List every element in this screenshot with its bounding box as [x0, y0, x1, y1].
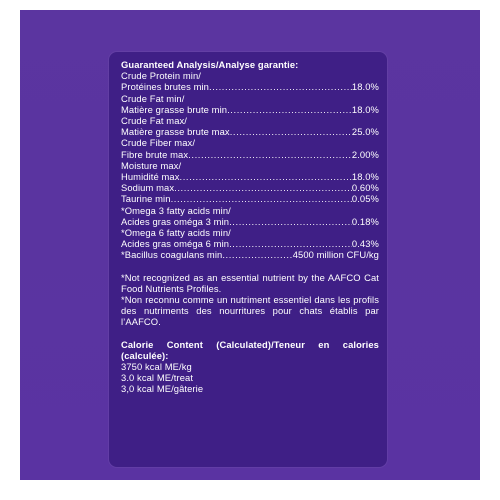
analysis-row-value: 18.0%	[351, 171, 379, 183]
analysis-row	[121, 126, 379, 137]
analysis-row-value: 0.18%	[351, 215, 379, 227]
analysis-row-value: 18.0%	[351, 103, 379, 115]
analysis-row-label: Humidité max	[121, 171, 180, 183]
analysis-subheading: Crude Fat max/	[121, 115, 188, 127]
analysis-row	[121, 249, 379, 260]
analysis-row-label: Acides gras oméga 6 min	[121, 238, 230, 250]
analysis-row	[121, 182, 379, 193]
analysis-row-value: 0.43%	[351, 238, 379, 250]
analysis-row	[121, 104, 379, 115]
analysis-row	[121, 193, 379, 204]
analysis-row-value: 0.05%	[351, 193, 379, 205]
analysis-row	[121, 216, 379, 227]
leader-dots	[229, 238, 352, 249]
guaranteed-analysis-heading: Guaranteed Analysis/Analyse garantie:	[121, 59, 299, 70]
leader-dots	[229, 216, 352, 227]
leader-dots	[180, 171, 352, 182]
analysis-list	[121, 70, 379, 260]
footnote-english: *Not recognized as an essential nutrient by the AAFCO Cat Food Nutrients Profiles.	[121, 271, 379, 294]
leader-dots	[209, 81, 352, 92]
analysis-row-label: Matière grasse brute min	[121, 103, 228, 115]
analysis-subheading: Crude Fiber max/	[121, 137, 196, 149]
analysis-subheading: *Omega 6 fatty acids min/	[121, 227, 231, 239]
analysis-row-value: 2.00%	[351, 148, 379, 160]
analysis-row-value: 25.0%	[351, 126, 379, 138]
leader-dots	[188, 149, 352, 160]
analysis-row-value: 4500 million CFU/kg	[292, 249, 379, 261]
analysis-row	[121, 149, 379, 160]
analysis-row-value: 0.60%	[351, 182, 379, 194]
leader-dots	[174, 182, 352, 193]
analysis-subheading: Crude Fat min/	[121, 92, 185, 104]
analysis-subheading: *Omega 3 fatty acids min/	[121, 204, 231, 216]
footnote-french: *Non reconnu comme un nutriment essentiel dans les profils des nutriments des nourritures pour chats établis par l’AAFCO.	[121, 294, 379, 328]
analysis-row-value: 18.0%	[351, 81, 379, 93]
nutrition-content	[121, 59, 379, 395]
leader-dots	[227, 104, 352, 115]
analysis-subheading: Crude Protein min/	[121, 70, 201, 82]
analysis-row-label: Acides gras oméga 3 min	[121, 215, 230, 227]
leader-dots	[222, 249, 292, 260]
analysis-row-label: Protéines brutes min	[121, 81, 209, 93]
analysis-subheading: Moisture max/	[121, 159, 182, 171]
analysis-row	[121, 81, 379, 92]
analysis-row-label: Fibre brute max	[121, 148, 189, 160]
calorie-content-heading: Calorie Content (Calculated)/Teneur en calories (calculée):	[121, 338, 379, 361]
calorie-line-per-treat-en: 3.0 kcal ME/treat	[121, 372, 194, 384]
calorie-line-per-treat-fr: 3,0 kcal ME/gâterie	[121, 383, 204, 395]
analysis-row	[121, 238, 379, 249]
leader-dots	[230, 126, 352, 137]
analysis-row-label: *Bacillus coagulans min	[121, 249, 223, 261]
leader-dots	[171, 193, 352, 204]
analysis-row-label: Sodium max	[121, 182, 175, 194]
analysis-row-label: Matière grasse brute max	[121, 126, 230, 138]
analysis-row	[121, 171, 379, 182]
calorie-line-per-kg: 3750 kcal ME/kg	[121, 361, 192, 373]
analysis-row-label: Taurine min	[121, 193, 171, 205]
